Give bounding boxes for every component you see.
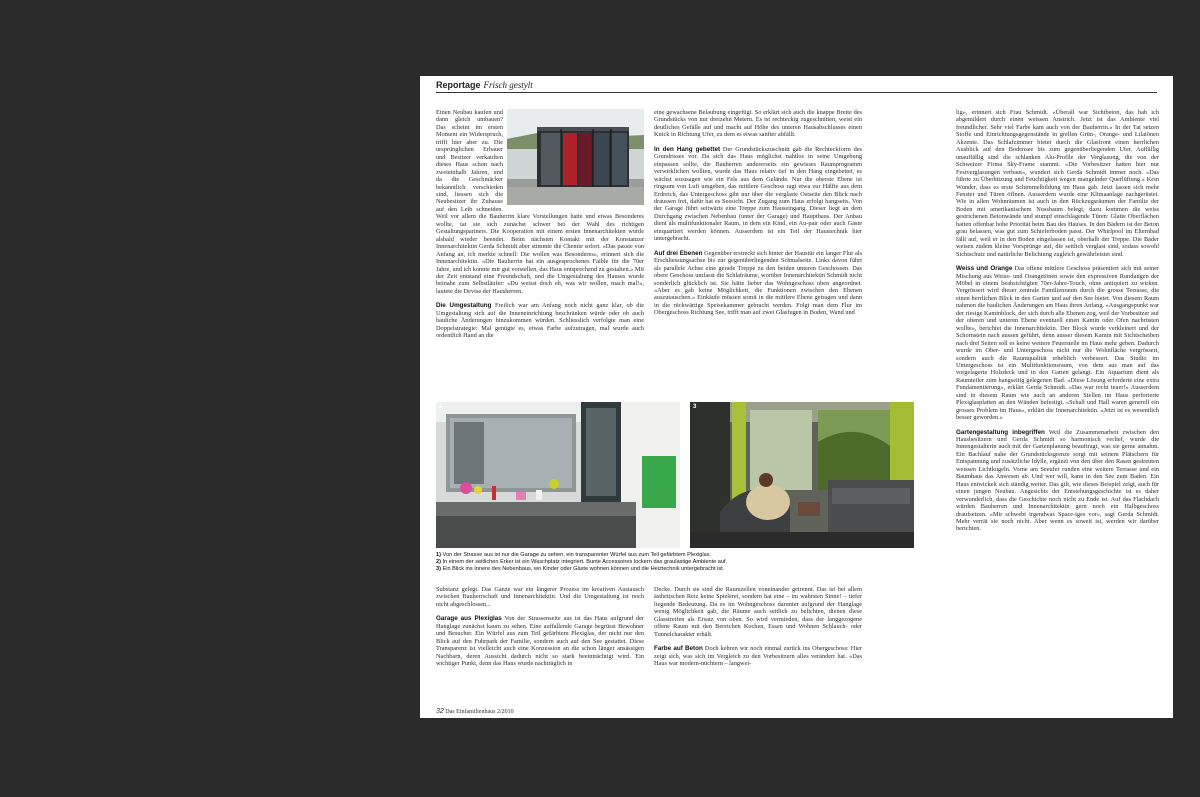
col3-paragraph-3: Gartengestaltung inbegriffen Weil die Zusammenarbeit zwischen den Hausbesitzern und Gerda Schmidt so harmonisch verlief, wurde die Innengestalterin auch mit der Gartenplanung beauftragt, was sie gerne annahm. Ein Bachlauf nahe der Grundstücksgrenze sorgt mit seinem Plätschern für Entspannung und zusätzliche Idylle, ergänzt von den über den Rasen gestreuten weissen Lichtkugeln. Vorne am Seeufer runden eine weitere Terrasse und ein Baumhaus das Anwesen ab. Und wer will, kann in den See zum Baden. Ein Haus entwickelt sich ständig weiter. Das gilt, wie dieses Beispiel zeigt, auch für einen jungen Neubau. Angesichts der Entstehungsgeschichte ist es daher verwunderlich, dass die Geschichte noch nicht zu Ende ist. Auf das Flachdach würden Bauherren und Innenarchitektin gern noch ein Halbgeschoss draufsetzen. «Mir schwebt irgendwas Space-iges vor», sagt Gerda Schmidt. Mehr verrät sie noch nicht. Aber wenn es soweit ist, werden wir darüber berichten. xyxy=(956,428,1159,533)
col1-paragraph-intro: Einen Neubau kaufen und dann gleich umbauen? Das scheint im ersten Moment ein Widerspruch, trifft hier aber zu. Die ursprünglichen Erbauer und Besitzer verkauften dieses Haus schon nach zweieinhalb Jahren, und da die Geschmäcker bekanntlich verschieden sind, liessen sich die Neubesitzer ihr Zuhause auf den Leib schneiden. Weil vor allem die Bauherrin klare Vorstellungen hatte und etwas Besonderes wollte, tat sie sich zunächst schwer bei der Wahl des richtigen Gestaltungspartners. Die Kooperation mit einem ersten Innenarchitekten wurde alsbald wieder beendet. Beim nächsten Kontakt mit der Konstanzer Innenarchitektin Gerda Schmidt aber stimmte die Chemie sofort. «Das passte von Anfang an, ich merkte schnell: Die wollen was Besonderes», erinnert sich die Innenarchitektin. «Die Bauherrin hat ein ausgesprochenes Faible für die 70er Jahre, und ich konnte mir gut vorstellen, das Haus entsprechend zu gestalten.» Mit der Zeit entstand eine Freundschaft, und die Umgestaltung des Hauses wurde beinahe zum Selbstläufer: «Du weisst doch eh, was wir wollen, mach mal!», lautete die Devise der Hausherren. xyxy=(436,109,644,295)
column-3 xyxy=(956,109,1159,703)
bottom1-paragraph-1: Substanz gelegt. Das Ganze war ein längerer Prozess im kreativen Austausch zwischen Bauherrschaft und Innenarchitektin. Und die Umgestaltung ist noch nicht abgeschlossen... xyxy=(436,586,644,608)
page-footer xyxy=(436,708,514,715)
column-2-bottom xyxy=(654,586,862,702)
column-2-top xyxy=(654,109,862,401)
section-title: Reportage xyxy=(436,80,481,90)
col3-paragraph-2: Weiss und Orange Das offene mittlere Geschoss präsentiert sich mit seiner Mischung aus Weiss- und Orangetönen sowie den expressiven Rundungen der Möbel in einem beabsichtigten 70er-Jahre-Touch, ohne antiquiert zu wirken. Vergrössert wird dieser zentrale Familienraum durch die grosse Terrasse, die einen herrlichen Blick in den Garten und auf den See bietet. Von diesem Raum nahmen die baulichen Änderungen am Haus ihren Anfang. «Ausgangspunkt war der riesige Kaminblock, der sich durch alle Ebenen zog, weil der Vorbesitzer auf der oberen und unteren Ebene eventuell einen Kamin oder Ofen nachrüsten wollte», berichtet die Innenarchitektin. Der Block wurde verkleinert und der Schornstein nach aussen geführt, denn ausser diesem Kamin mit Sichtscheiben nach drei Seiten soll es keine weitere Feuerstelle im Haus mehr geben. Dadurch wurde im Ober- und Untergeschoss nicht nur die Wohnfläche vergrössert, sondern auch die Raumqualität erheblich verbessert. Das Studio im Untergeschoss ist ein Multifunktionsraum, von dem aus man auf das vorgelagerte Holzdeck und in den Garten gelangt. Ein Aquarium dient als Raumteiler zum hangseitig gelegenen Bad. «Diese Lösung erforderte eine extra Fundamentierung», erklärt Gerda Schmidt. «Das war recht teuer!» Ausserdem sind in diesem Raum wie auch an anderen Stellen im Haus perforierte Plexiglasplatten an den Wänden befestigt. «Schall und Hall waren generell ein grosses Problem im Haus», erklärt die Innenarchitektin. «Jetzt ist es wesentlich besser geworden.» xyxy=(956,265,1159,422)
col1-paragraph-2: Die Umgestaltung Freilich war am Anfang noch nicht ganz klar, ob die Umgestaltung sich auf die Inneneinrichtung beschränken würde oder ob auch bauliche Änderungen hinzukommen würden. Schliesslich verfolgte man eine Doppelstrategie: Mal genügte es, etwas Farbe aufzutragen, mal wurde auch ordentlich Hand an die xyxy=(436,302,644,340)
subheading: Gartengestaltung inbegriffen xyxy=(956,428,1045,436)
subheading: In den Hang gebettet xyxy=(654,145,721,153)
caption: 3) Ein Blick ins Innere des Nebenbaus, wo Kinder oder Gäste wohnen können und die Heiztechnik untergebracht ist. xyxy=(436,566,725,573)
photo-1 xyxy=(507,109,644,205)
column-1-top xyxy=(436,109,644,401)
bottom1-paragraph-2: Garage aus Plexiglas Von der Strassenseite aus ist das Haus aufgrund der Hanglage zunächst kaum zu sehen. Eine auffallende Garage begrüsst Bewohner und Besucher. Ein Würfel aus zum Teil gefärbtem Plexiglas, der nicht nur den Blick auf den Fuhrpark der Familie, sondern auch auf den See gestattet. Diese Transparenz ist vielleicht auch eine Konzession an die schon länger ansässigen Nachbarn, deren Aussicht dadurch nicht so stark beeinträchtigt wird. Ein wichtiger Punkt, denn das Haus wurde nachträglich in xyxy=(436,615,644,668)
bottom2-paragraph-2: Farbe auf Beton Doch kehren wir noch einmal zurück ins Obergeschoss: Hier zeigt sich, was sich im Vergleich zu den Vorbesitzern alles verändert hat. «Das Haus war modern-nüchtern – langwei- xyxy=(654,645,862,668)
photo-captions xyxy=(436,552,916,574)
subheading: Farbe auf Beton xyxy=(654,645,703,653)
header-rule xyxy=(436,92,1157,93)
subheading: Die Umgestaltung xyxy=(436,302,492,310)
photo-2 xyxy=(436,402,680,548)
subheading: Weiss und Orange xyxy=(956,265,1013,273)
column-1-bottom xyxy=(436,586,644,702)
caption: 2) In einem der seitlichen Erker ist ein Waschplatz integriert. Bunte Accessoires lockern das graulastige Ambiente auf. xyxy=(436,559,728,566)
running-head xyxy=(436,80,533,90)
caption: 1) Von der Strasse aus ist nur die Garage zu sehen, ein transparenter Würfel aus zum Teil gefärbtem Plexiglas. xyxy=(436,552,712,558)
section-subtitle: Frisch gestylt xyxy=(483,80,533,90)
photo-3-number: 3 xyxy=(693,404,697,410)
col2-paragraph-3: Auf drei Ebenen Gegenüber erstreckt sich hinter der Haustür ein langer Flur als Erschliessungsachse bis zur gegenüberliegenden Schmalseite. Links davon führt als parallele Achse eine gerade Treppe zu den beiden unteren Geschossen. Das obere Geschoss umfasst die Schlafräume, worüber Innenarchitektin Schmidt nicht sonderlich glücklich ist. Sie hätte lieber das Wohngeschoss oben angeordnet. «Aber es gab keine Möglichkeit, die Funktionen zwischen den Ebenen auszutauschen.» Einkäufe müssen somit in die mittlere Ebene getragen und dann in die rückwärtige Speisekammer gebracht werden. Folgt man dem Flur im Obergeschoss Richtung See, trifft man auf zwei Glasfugen in Boden, Wand und xyxy=(654,249,862,317)
bottom2-paragraph-1: Decke. Durch sie sind die Raumzellen voneinander getrennt. Das ist bei allem ästhetischen Reiz keine Spielerei, sondern hat eine – im wahrsten Sinne! – tiefer liegende Bedeutung. Da es im Wohngeschoss darunter aufgrund der Hanglage wenig Möglichkeit gab, die Räume auch seitlich zu belichten, dienen diese Glasstreifen als Ersatz von oben. So wird vermieden, dass der langgezogene offene Raum mit den Bereichen Kochen, Essen und Wohnen Schlauch- oder Tunnelcharakter erhält. xyxy=(654,586,862,638)
col3-paragraph-1: lig», erinnert sich Frau Schmidt. «Überall war Sichtbeton, das hab ich abgemildert durch einen weissen Anstrich. Jetzt ist das Ambiente viel freundlicher. Sehr viel Farbe kam auch von der Bauherrin.» In der Tat setzen Stoffe und Einrichtungsgegenstände in grellen Grün-, Orange- und Lilatönen Akzente. Das Schlafzimmer bietet durch die Glasfront einen herrlichen Ausblick auf den Bodensee bis zum gegenüberliegenden Ufer. Auffällig unauffällig sind die schlanken Alu-Profile der Verglasung, die von der Schweizer Firma Sky-Frame stammt. «Die Vorbesitzer hatten hier nur Festverglasungen verbaut», wundert sich Gerda Schmidt immer noch. «Das führte zu Überhitzung und Feuchtigkeit wegen mangelnder Querlüftung.» Kein Wunder, dass es erste Schimmelbildung im Haus gab. Jetzt lassen sich mehr Fenster und Türen öffnen. Ausserdem wurde eine Klimaanlage nachgerüstet. Wie in allen Wohnräumen ist auch in den Rückzugsräumen der Familie der Boden mit amerikanischem Nussbaum belegt, dazu kommen die weiss gestrichenen Betonwände und stumpf einschlagende Türen: Glatte Oberflächen hatten offenbar hohe Priorität beim Bau des Hauses. In den Bädern ist der Beton grau belassen, was gut zum Schieferboden passt. Der Whirlpool im Elternbad fällt auf, weil er in den Boden eingelassen ist, oberhalb der Treppe. Die Bäder weisen zudem kleine Vorsprünge auf, die seitlich verglast sind, sodass sowohl Sichtschutz und natürliche Belichtung zugleich gewährleistet sind. xyxy=(956,109,1159,258)
magazine-page xyxy=(420,76,1173,718)
photo-2-number: 2 xyxy=(439,404,443,410)
col2-paragraph-2: In den Hang gebettet Der Grundstückszuschnitt gab die Rechteckform des Grundrisses vor. Da sich das Haus möglichst nahtlos in seine Umgebung einpassen sollte, die Bauherren andererseits ein gewisses Raumprogramm verwirklichen wollten, wurde das Haus relativ tief in den Hang eingebettet, es wächst sozusagen wie ein Fels aus dem Gelände. Nur die oberste Ebene ist ringsum von Luft umgeben, das mittlere Geschoss ragt etwa zur Hälfte aus dem Erdreich, das Untergeschoss gibt nur über die verglaste Ostseite den Blick nach draussen frei, dafür hat es Seesicht. Der Zugang zum Haus erfolgt hangseits. Von der Garage führt seitwärts eine Treppe zum Hauseingang. Dieser liegt an dem Durchgang zwischen Nebenbau (unter der Garage) und Haupthaus. Der Anbau dient als multifunktionaler Raum, in dem ein Kind, ein Au-pair oder auch Gäste einquartiert werden können. Ausserdem ist ein Teil der Haustechnik hier untergebracht. xyxy=(654,145,862,243)
publication-name: Das Einfamilienhaus 2/2010 xyxy=(445,709,514,715)
subheading: Garage aus Plexiglas xyxy=(436,615,502,623)
col2-paragraph-1: eine gewachsene Belaubung eingefügt. So erklärt sich auch die knappe Breite des Grundstücks von nur dreizehn Metern. Es ist rechteckig zugeschnitten, weist ein deutliches Gefälle auf und macht auf Höhe des unteren Hausabschlusses einen Knick in Richtung Ufer, zu dem es etwas sanfter abfällt. xyxy=(654,109,862,139)
page-number: 32 xyxy=(436,708,444,715)
subheading: Auf drei Ebenen xyxy=(654,249,703,257)
photo-3 xyxy=(690,402,914,548)
